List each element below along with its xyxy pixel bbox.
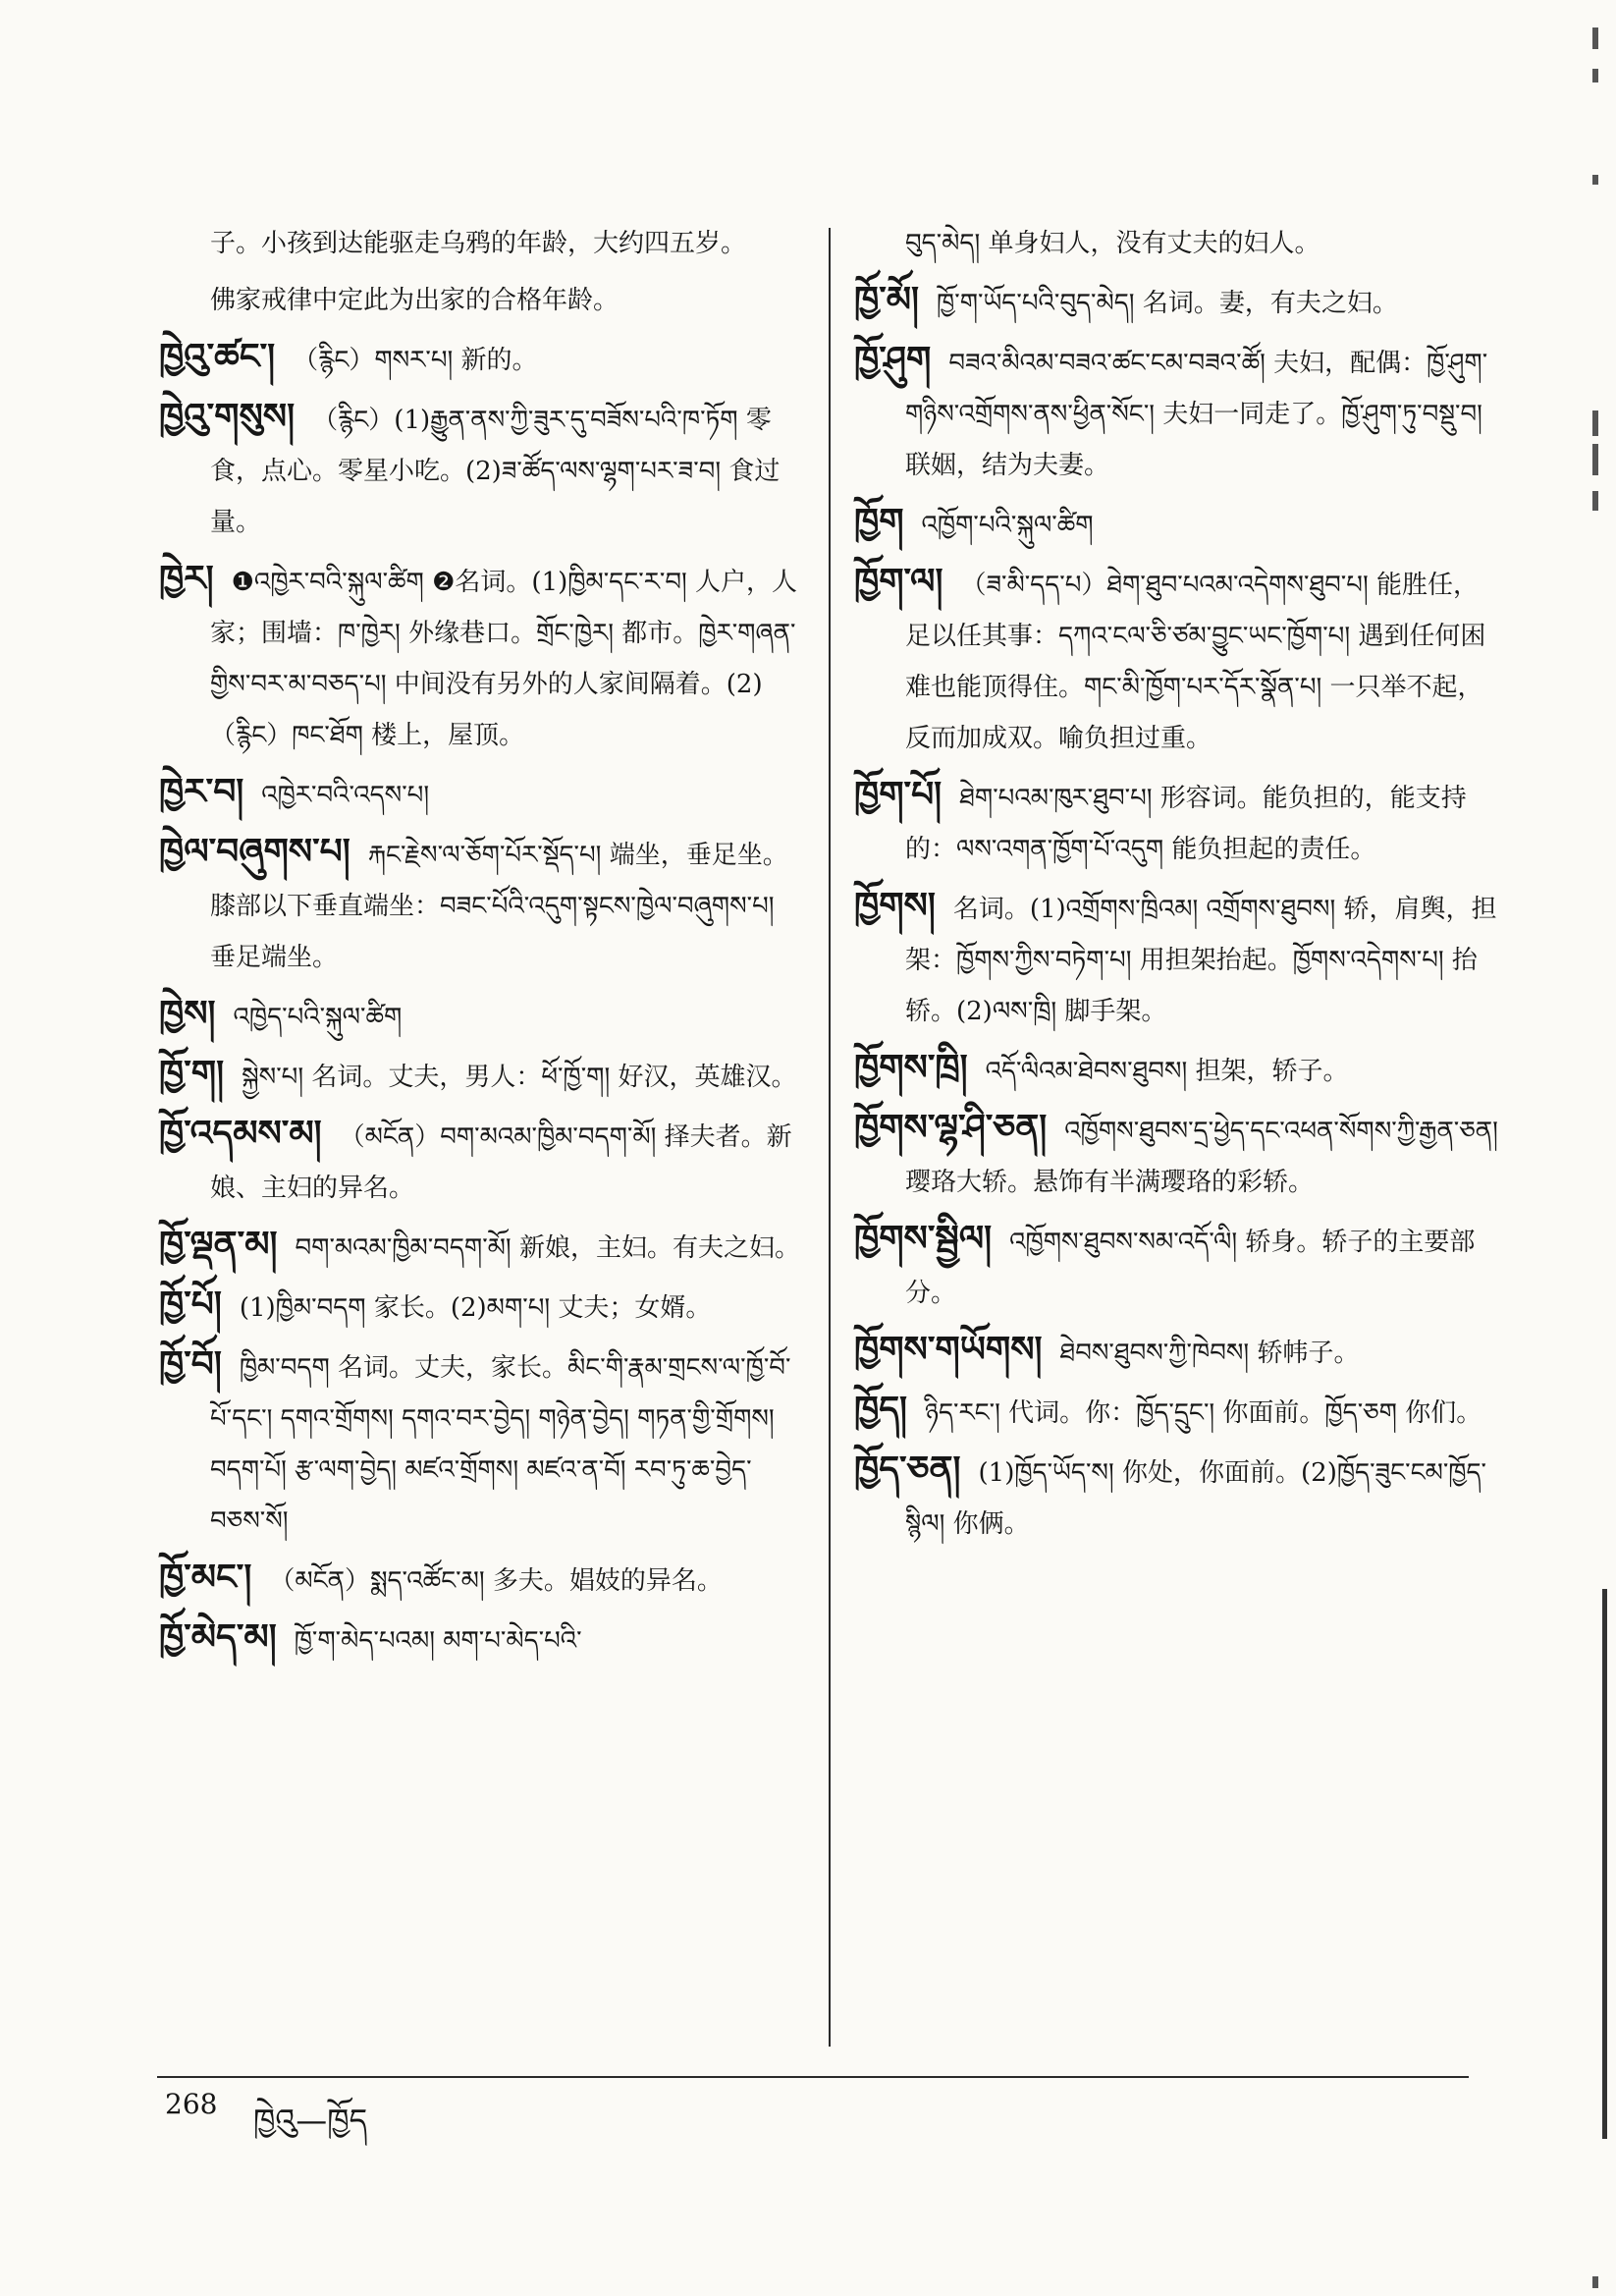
footer-rule xyxy=(157,2076,1469,2078)
entry-definition: ཁྱོ་ག་ཡོད་པའི་བུད་མེད། 名词。妻，有夫之妇。 xyxy=(937,289,1398,318)
entry-headword: ཁྱོགས་ལྷ་ཤི་ཅན། xyxy=(854,1108,1048,1148)
dictionary-entry xyxy=(159,218,802,269)
entry-headword: ཁྱོ་ལྡན་མ། xyxy=(159,1225,278,1265)
dictionary-entry xyxy=(854,1385,1502,1439)
entry-definition: ཉིད་རང་། 代词。你：ཁྱོད་དྲུང་། 你面前。ཁྱོད་ཅག 你们。 xyxy=(925,1398,1482,1428)
dictionary-entry xyxy=(159,827,802,983)
column-divider xyxy=(829,228,831,2047)
dictionary-entry xyxy=(854,1103,1502,1208)
dictionary-entry xyxy=(159,1280,802,1334)
entry-definition: འཁྱེར་བའི་འདས་པ། xyxy=(261,781,430,810)
entry-definition: （མངོན）སྨད་འཚོང་མ། 多夫。娼妓的异名。 xyxy=(269,1566,723,1596)
entry-definition: ཐེབས་ཐུབས་ཀྱི་ཁེབས། 轿帏子。 xyxy=(1059,1339,1360,1368)
entry-headword: ཁྱོགས་ཁྲི། xyxy=(854,1048,968,1088)
dictionary-entry xyxy=(854,218,1502,269)
entry-headword: ཁྱེའུ་གསུས། xyxy=(159,397,296,437)
dictionary-entry xyxy=(854,1325,1502,1379)
entry-definition: 子。小孩到达能驱走乌鸦的年龄，大约四五岁。 xyxy=(210,229,747,258)
scan-edge-marks xyxy=(1583,0,1612,2296)
entry-definition: (1)ཁྱོད་ཡོད་ས། 你处，你面前。(2)ཁྱོད་ཟུང་ངམ་ཁྱོད་སྙིལ། 你俩。 xyxy=(905,1458,1487,1539)
entry-definition: བུད་མེད། 单身妇人，没有丈夫的妇人。 xyxy=(905,229,1320,258)
dictionary-entry xyxy=(854,770,1502,875)
entry-definition: （རྙིང）གསར་པ། 新的。 xyxy=(293,346,538,375)
entry-headword: ཁྱེས། xyxy=(159,994,216,1034)
entry-definition: འཁྱོགས་ཐུབས་སམ་འདོ་ལི། 轿身。轿子的主要部分。 xyxy=(905,1228,1476,1308)
left-column xyxy=(159,218,802,1672)
entry-headword: ཁྱོག་པོ། xyxy=(854,775,943,815)
entry-headword: ཁྱེའུ་ཚང་། xyxy=(159,337,276,377)
dictionary-entry xyxy=(159,1553,802,1607)
entry-headword: ཁྱོགས་སྦྱིལ། xyxy=(854,1219,993,1259)
entry-headword: ཁྱོ་པོ། xyxy=(159,1285,222,1325)
entry-headword: ཁྱོད། xyxy=(854,1390,908,1430)
dictionary-entry xyxy=(159,989,802,1043)
entry-headword: ཁྱོ་མེད་མ། xyxy=(159,1617,277,1658)
right-column xyxy=(854,218,1502,1556)
entry-definition: 佛家戒律中定此为出家的合格年龄。 xyxy=(210,286,619,315)
dictionary-entry xyxy=(159,1049,802,1103)
entry-definition: འདོ་ལིའམ་ཐེབས་ཐུབས། 担架，轿子。 xyxy=(985,1057,1349,1086)
entry-definition: 名词。(1)འགྲོགས་ཁྲིའམ། འགྲོགས་ཐུབས། 轿，肩舆，担架：ཁྱོགས་ཀྱིས་བཏེག་པ། 用担架抬起。ཁྱོགས་འདེགས་པ། 抬轿。(2)ལས་ཁྲི། 脚手架。 xyxy=(905,895,1497,1026)
entry-headword: ཁྱོགས། xyxy=(854,886,936,926)
dictionary-entry xyxy=(159,332,802,386)
dictionary-entry xyxy=(854,1214,1502,1319)
entry-headword: ཁྱེར་བ། xyxy=(159,772,244,812)
entry-headword: ཁྱོ་མོ། xyxy=(854,280,920,320)
dictionary-entry xyxy=(854,1445,1502,1550)
entry-headword: ཁྱེར། xyxy=(159,559,214,599)
entry-headword: ཁྱོ་བོ། xyxy=(159,1344,222,1385)
dictionary-entry xyxy=(159,275,802,326)
entry-headword: ཁྱོག xyxy=(854,502,904,542)
entry-definition: འཁྱེད་པའི་སྐུལ་ཚིག xyxy=(233,1003,403,1032)
entry-definition: རྐང་རྗེས་ལ་ཅོག་པོར་སྡོད་པ། 端坐，垂足坐。膝部以下垂直端坐：བཟང་པོའི་འདུག་སྟངས་ཁྱེལ་བཞུགས་པ། 垂足端坐。 xyxy=(210,841,788,972)
dictionary-entry xyxy=(854,881,1502,1037)
entry-definition: བག་མའམ་ཁྱིམ་བདག་མོ། 新娘，主妇。有夫之妇。 xyxy=(295,1233,800,1263)
dictionary-entry xyxy=(159,1613,802,1667)
entry-definition: བཟའ་མིའམ་བཟའ་ཚང་ངམ་བཟའ་ཚོ། 夫妇，配偶：ཁྱོ་ཤུག་གཉིས་འགྲོགས་ནས་ཕྱིན་སོང་། 夫妇一同走了。ཁྱོ་ཤུག་ཏུ་བསྡུ་བ། 联姻，结为夫妻。 xyxy=(905,349,1488,480)
dictionary-entry xyxy=(159,767,802,821)
entry-definition: （རྙིང）(1)རྒྱུན་ནས་ཀྱི་ཟུར་དུ་བཟོས་པའི་ཁ་ཏོག 零食，点心。零星小吃。(2)ཟ་ཚོད་ལས་ལྷག་པར་ཟ་བ། 食过量。 xyxy=(210,406,781,537)
dictionary-entry xyxy=(159,1220,802,1274)
entry-headword: ཁྱོ་ཤུག xyxy=(854,340,932,380)
entry-definition: （མངོན）བག་མའམ་ཁྱིམ་བདག་མོ། 择夫者。新娘、主妇的异名。 xyxy=(210,1122,792,1203)
dictionary-entry xyxy=(854,557,1502,764)
dictionary-entry xyxy=(159,392,802,548)
entry-definition: ❶འཁྱེར་བའི་སྐུལ་ཚིག ❷名词。(1)ཁྱིམ་དང་ར་བ། 人户，人家；围墙：ཁ་ཁྱེར། 外缘巷口。གྲོང་ཁྱེར། 都市。ཁྱེར་གཞན་གྱིས་བར་མ་བཅད་པ། 中间没有另外的人家间隔着。(2)（རྙིང）ཁང་ཐོག 楼上，屋顶。 xyxy=(210,568,798,750)
entry-headword: ཁྱོད་ཅན། xyxy=(854,1449,961,1490)
dictionary-entry xyxy=(854,1043,1502,1097)
entry-definition: ཁྱོ་ག་མེད་པའམ། མག་པ་མེད་པའི་ xyxy=(294,1626,582,1656)
entry-definition: འཁྱོགས་ཐུབས་དྲ་ཕྱེད་དང་འཕན་སོགས་ཀྱི་རྒྱན་ཅན། 璎珞大轿。悬饰有半满璎珞的彩轿。 xyxy=(905,1117,1498,1197)
entry-definition: ཁྱིམ་བདག 名词。丈夫，家长。མིང་གི་རྣམ་གྲངས་ལ་ཁྱོ་བོ་པོ་དང་། དགའ་གྲོགས། དགའ་བར་བྱེད། གཉེན་བྱེད། གཏན་གྱི་གྲོགས། བདག་པོ། རྩ་ལག་བྱེད། མཛའ་གྲོགས། མཛའ་ན་བོ། རབ་ཏུ་ཆ་བྱེད་བཅས་སོ། xyxy=(210,1353,791,1536)
entry-headword: ཁྱོ་ག། xyxy=(159,1054,225,1094)
entry-definition: སྐྱེས་པ། 名词。丈夫，男人：ཕོ་ཁྱོ་ག། 好汉，英雄汉。 xyxy=(242,1063,797,1092)
dictionary-entry xyxy=(159,1109,802,1214)
entry-headword: ཁྱོ་འདམས་མ། xyxy=(159,1114,322,1154)
entry-headword: ཁྱོག་ལ། xyxy=(854,562,943,602)
entry-definition: （ཟ་མི་དད་པ）ཐེག་ཐུབ་པའམ་འདེགས་ཐུབ་པ། 能胜任，足以任其事：དཀའ་ངལ་ཅི་ཙམ་བྱུང་ཡང་ཁྱོག་པ། 遇到任何困难也能顶得住。གང་མི་ཁྱོག་པར་དོར་སྣོན་པ། 一只举不起，反而加成双。喻负担过重。 xyxy=(905,571,1486,753)
entry-headword: ཁྱེལ་བཞུགས་པ། xyxy=(159,832,350,872)
dictionary-entry xyxy=(159,1339,802,1547)
dictionary-entry xyxy=(159,554,802,761)
entry-headword: ཁྱོ་མང་། xyxy=(159,1558,252,1598)
entry-definition: འཁྱོག་པའི་སྐུལ་ཚིག xyxy=(921,511,1094,540)
dictionary-entry xyxy=(854,497,1502,551)
page-number: 268 xyxy=(165,2088,218,2120)
entry-definition: (1)ཁྱིམ་བདག 家长。(2)མག་པ། 丈夫；女婿。 xyxy=(239,1293,712,1323)
entry-headword: ཁྱོགས་གཡོགས། xyxy=(854,1330,1043,1370)
dictionary-entry xyxy=(854,335,1502,491)
running-head: ཁྱེའུ—ཁྱོད xyxy=(253,2102,368,2139)
entry-definition: ཐེག་པའམ་ཁུར་ཐུབ་པ། 形容词。能负担的，能支持的：ལས་འགན་ཁྱོག་པོ་འདུག 能负担起的责任。 xyxy=(905,784,1467,864)
scan-edge-bar xyxy=(1602,1589,1607,2139)
dictionary-entry xyxy=(854,275,1502,329)
